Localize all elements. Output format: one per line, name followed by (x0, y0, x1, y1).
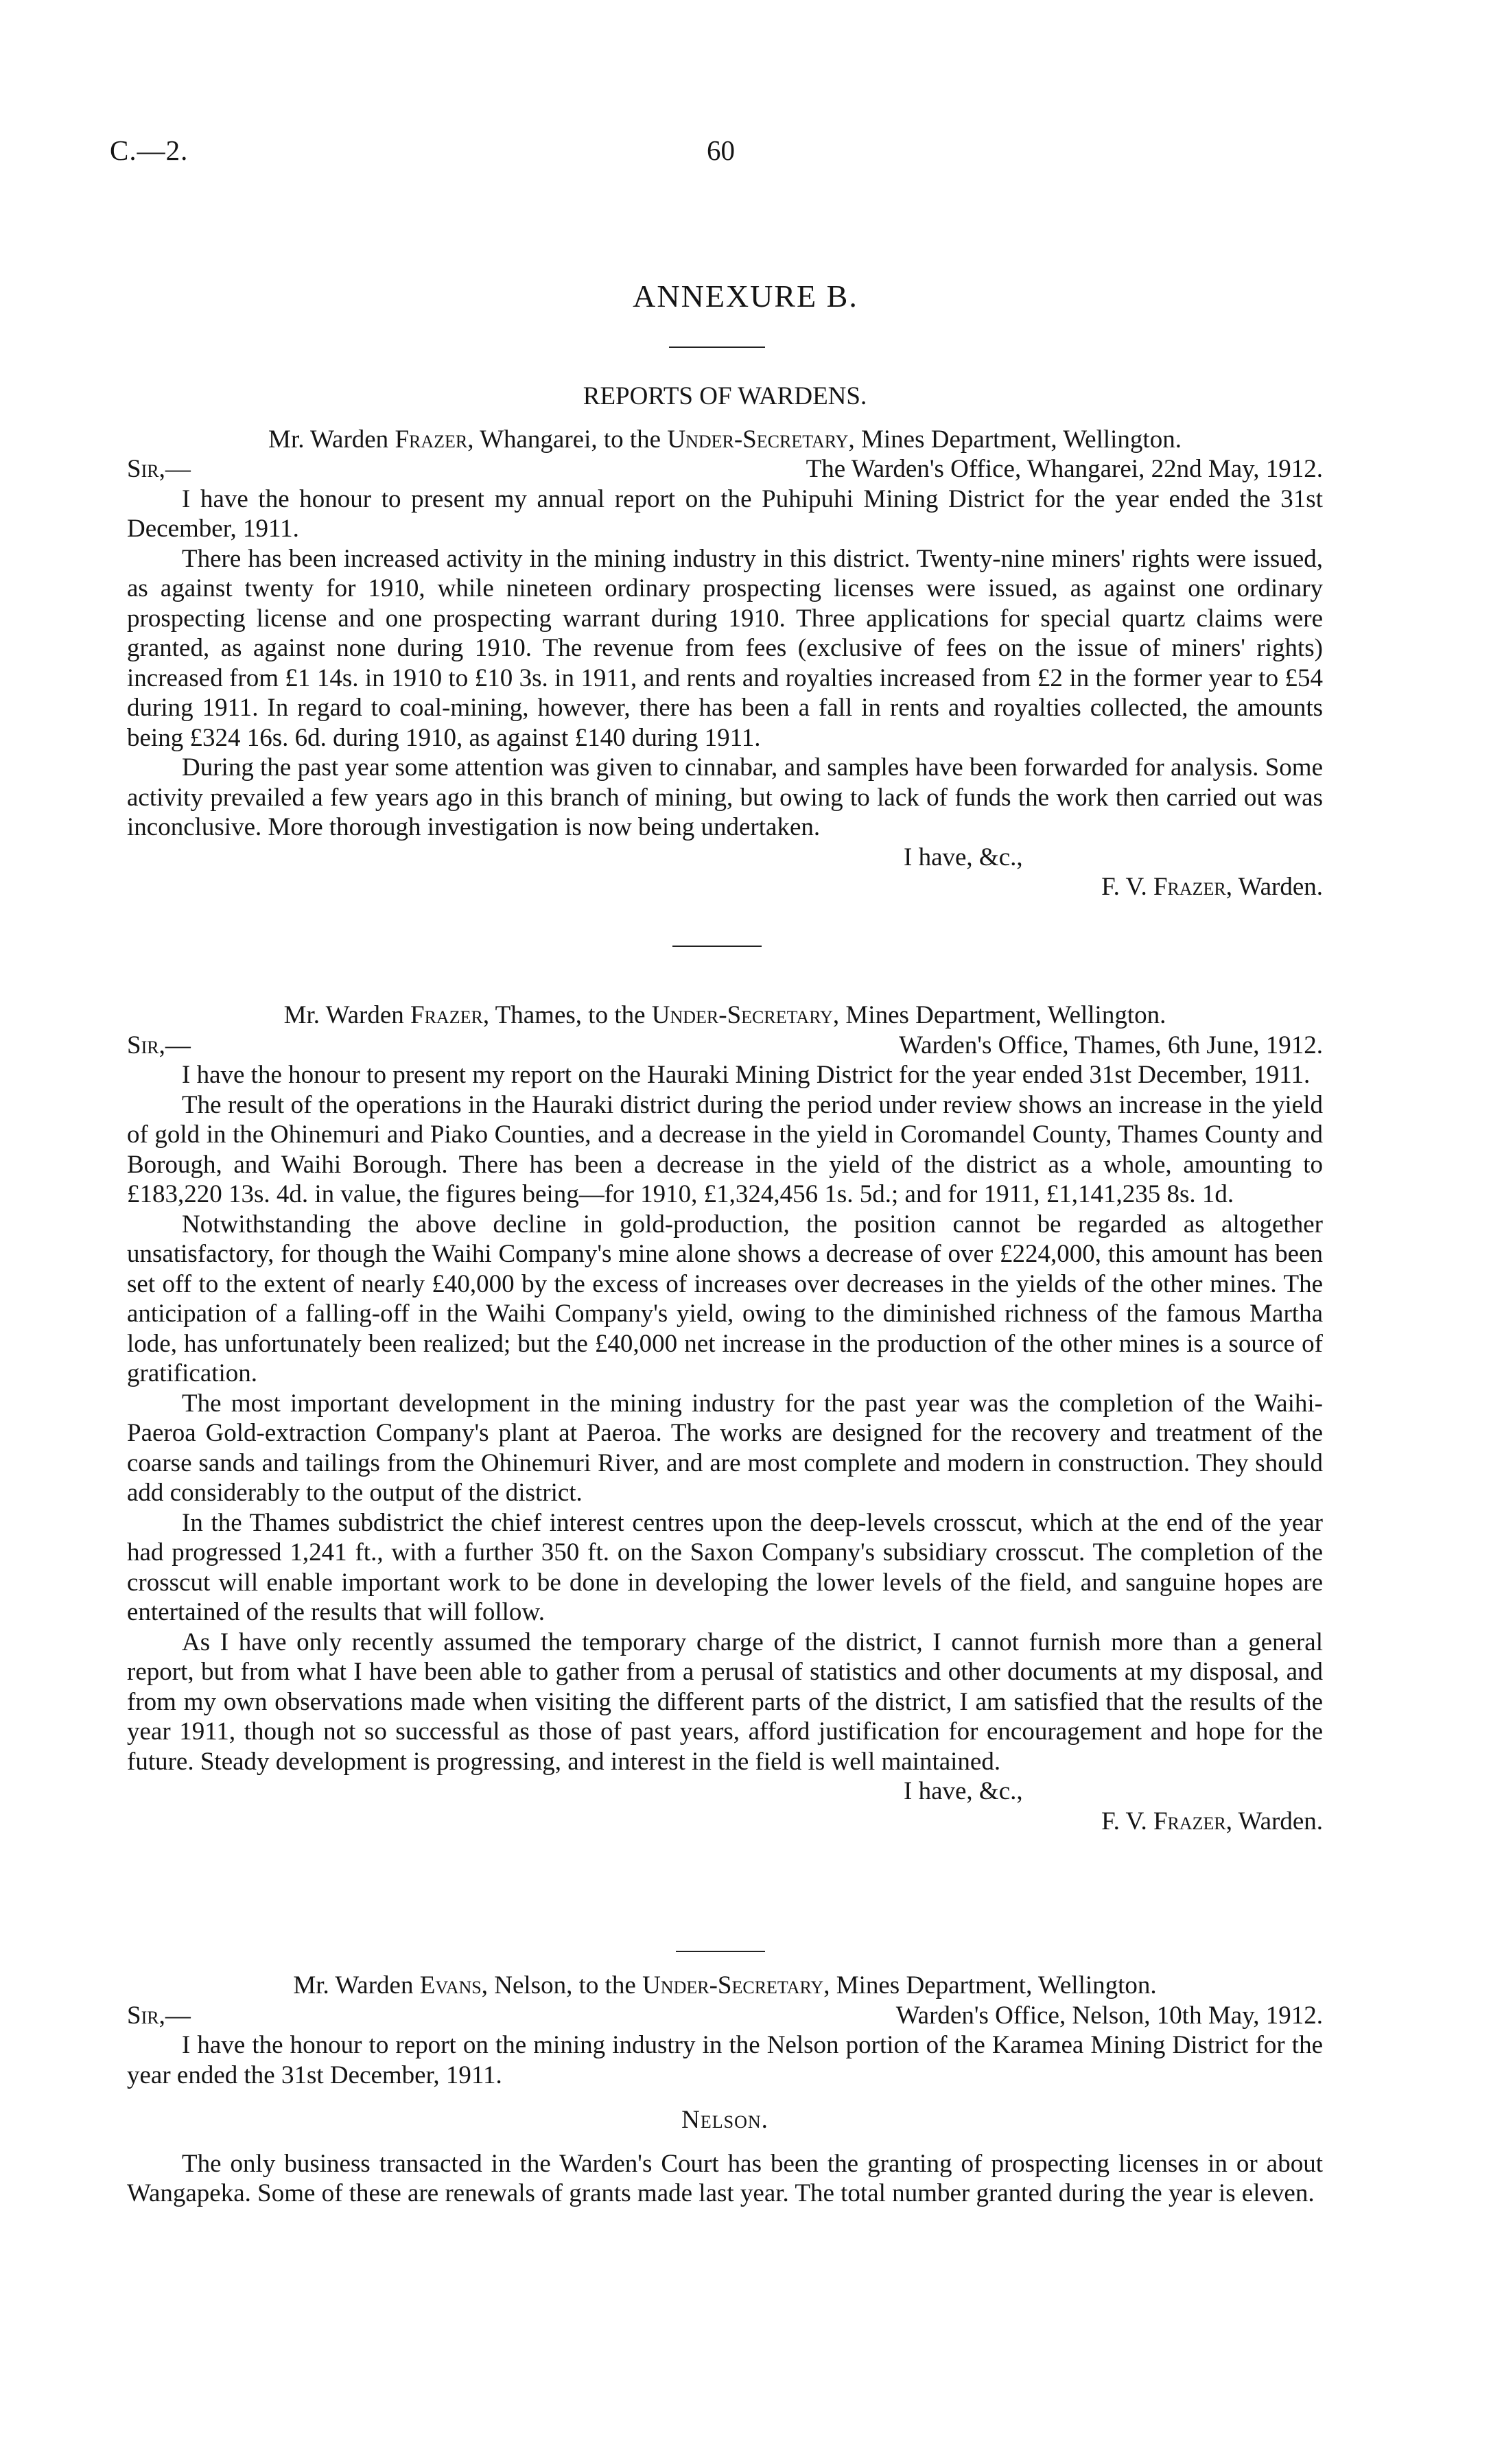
paragraph: During the past year some attention was given to cinnabar, and samples have been forwarded for analysis. Some activity prevailed a few years ago in this branch of mining, but owing to lack of funds the work then carried out was inconclusive. More thorough investigation is now being undertaken. (127, 753, 1323, 841)
recipient: Under-Secretary (651, 1001, 833, 1029)
page-number: 60 (707, 134, 735, 166)
dateline: Warden's Office, Thames, 6th June, 1912. (899, 1031, 1323, 1059)
salutation: Sir,— (127, 2001, 191, 2030)
salutation: Sir,— (127, 1031, 191, 1059)
paragraph: As I have only recently assumed the temporary charge of the district, I cannot furnish more than a general report, but from what I have been able to gather from a perusal of statistics and other documents at my disposal, and from my own observations made when visiting the different parts of the district, I am satisfied that the results of the year 1911, though not so successful as those of past years, afford justification for encouragement and hope for the future. Steady development is progressing, and interest in the field is well maintained. (127, 1628, 1323, 1776)
paragraph: In the Thames subdistrict the chief interest centres upon the deep-levels crosscut, which at the end of the year had progressed 1,241 ft., with a further 350 ft. on the Saxon Company's subsidiary crosscut. The completion of the crosscut will enable important work to be done in developing the lower levels of the field, and sanguine hopes are entertained of the results that will follow. (127, 1508, 1323, 1626)
paragraph: The only business transacted in the Warden's Court has been the granting of prospecting licenses in or about Wangapeka. Some of these are renewals of grants made last year. The total number granted during the year is eleven. (127, 2149, 1323, 2207)
salutation-line (127, 2001, 1323, 2031)
paragraph: I have the honour to report on the mining industry in the Nelson portion of the Karamea Mining District for the year ended the 31st December, 1911. (127, 2031, 1323, 2089)
report-address: Mr. Warden Evans, Nelson, to the Under-Secretary, Mines Department, Wellington. (293, 1971, 1157, 1999)
dateline: Warden's Office, Nelson, 10th May, 1912. (895, 2001, 1323, 2030)
paragraph: I have the honour to present my report on the Hauraki Mining District for the year ended 31st December, 1911. (182, 1061, 1311, 1089)
series-reference: C.—2. (110, 134, 189, 166)
report-thames (127, 1000, 1323, 1836)
warden-name: Frazer (410, 1001, 483, 1029)
paragraph: I have the honour to present my annual report on the Puhipuhi Mining District for the year ended the 31st December, 1911. (127, 484, 1323, 543)
section-rule (676, 1951, 765, 1952)
section-rule (672, 946, 762, 947)
closing: I have, &c., (904, 843, 1023, 871)
annexure-title: ANNEXURE B. (633, 279, 858, 314)
recipient: Under-Secretary (642, 1971, 824, 1999)
title-rule (669, 347, 765, 348)
report-address: Mr. Warden Frazer, Whangarei, to the Under-Secretary, Mines Department, Wellington. (268, 425, 1182, 454)
report-nelson (127, 1971, 1323, 2209)
signature: F. V. Frazer, Warden. (1101, 873, 1323, 901)
warden-name: Frazer (395, 425, 468, 454)
signature: F. V. Frazer, Warden. (1101, 1807, 1323, 1835)
report-whangarei (127, 382, 1323, 902)
closing: I have, &c., (904, 1777, 1023, 1805)
report-address: Mr. Warden Frazer, Thames, to the Under-Secretary, Mines Department, Wellington. (283, 1001, 1166, 1029)
dateline: The Warden's Office, Whangarei, 22nd May, 1912. (806, 455, 1323, 483)
salutation: Sir,— (127, 455, 191, 483)
salutation-line (127, 1031, 1323, 1061)
salutation-line (127, 454, 1323, 484)
paragraph: The most important development in the mining industry for the past year was the completion of the Waihi-Paeroa Gold-extraction Company's plant at Paeroa. The works are designed for the recovery and treatment of the coarse sands and tailings from the Ohinemuri River, and are most complete and modern in construction. They should add considerably to the output of the district. (127, 1389, 1323, 1507)
paragraph: The result of the operations in the Hauraki district during the period under review shows an increase in the yield of gold in the Ohinemuri and Piako Counties, and a decrease in the yield in Coromandel County, Thames County and Borough, and Waihi Borough. There has been a decrease in the yield of the district as a whole, amounting to £183,220 13s. 4d. in value, the figures being—for 1910, £1,324,456 1s. 5d.; and for 1911, £1,141,235 8s. 1d. (127, 1090, 1323, 1208)
paragraph: Notwithstanding the above decline in gold-production, the position cannot be regarded as altogether unsatisfactory, for though the Waihi Company's mine alone shows a decrease of over £224,000, this amount has been set off to the extent of nearly £40,000 by the excess of increases over decreases in the yields of the other mines. The anticipation of a falling-off in the Waihi Company's yield, owing to the diminished richness of the famous Martha lode, has unfortunately been realized; but the £40,000 net increase in the production of the other mines is a source of gratification. (127, 1210, 1323, 1387)
paragraph: There has been increased activity in the mining industry in this district. Twenty-nine miners' rights were issued, as against twenty for 1910, while nineteen ordinary prospecting licenses were issued, as against one ordinary prospecting license and one prospecting warrant during 1910. Three applications for special quartz claims were granted, as against none during 1910. The revenue from fees (exclusive of fees on the issue of miners' rights) increased from £1 14s. in 1910 to £10 3s. in 1911, and rents and royalties increased from £2 in the former year to £54 during 1911. In regard to coal-mining, however, there has been a fall in rents and royalties collected, the amounts being £324 16s. 6d. during 1910, as against £140 during 1911. (127, 544, 1323, 752)
reports-subtitle: REPORTS OF WARDENS. (583, 382, 867, 410)
recipient: Under-Secretary (667, 425, 849, 454)
section-heading: Nelson. (681, 2106, 768, 2134)
warden-name: Evans (419, 1971, 482, 1999)
